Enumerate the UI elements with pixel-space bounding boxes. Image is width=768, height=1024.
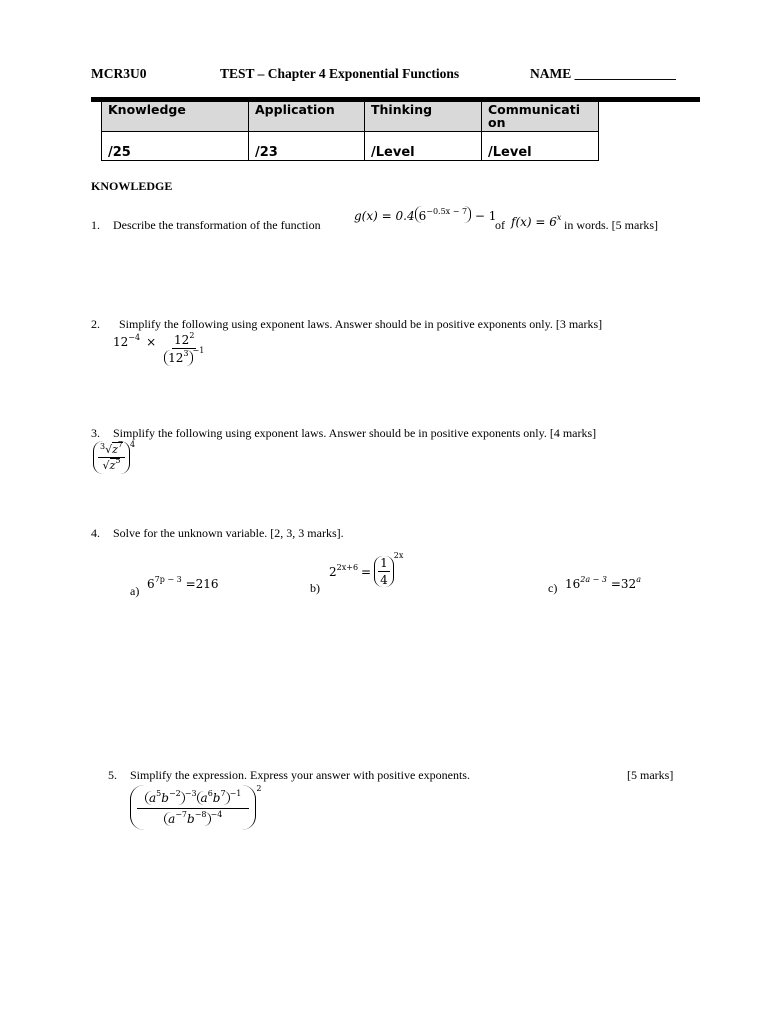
header-knowledge: Knowledge — [102, 102, 249, 132]
score-knowledge[interactable]: /25 — [102, 132, 249, 161]
score-communication[interactable]: /Level — [482, 132, 599, 161]
q1-g-function: g(x) = 0.4 $6^{-0.5x - 7} - 1$ — [354, 207, 497, 223]
q5-expression: $\frac{a^5b^{-2} ^{-3} a^6b^7 ^{-1}}{a^{-7}b^{-8} ^{-4}}$ 2 — [130, 785, 261, 830]
name-field[interactable]: NAME _______________ — [530, 66, 676, 81]
section-title: KNOWLEDGE — [91, 179, 173, 193]
q5-number: 5. — [108, 768, 117, 782]
score-application[interactable]: /23 — [249, 132, 365, 161]
score-thinking[interactable]: /Level — [365, 132, 482, 161]
q2-expression: $12^{-4}$ × $\frac{12^2}{12^3 ^{-1}}$ — [113, 331, 205, 365]
header-application: Application — [249, 102, 365, 132]
q1-number: 1. — [91, 218, 100, 232]
q1-of: of — [495, 218, 505, 232]
q1-f-function: $f(x) = 6^x$ — [511, 213, 562, 229]
test-title: TEST – Chapter 4 Exponential Functions — [220, 66, 460, 81]
q4-number: 4. — [91, 526, 100, 540]
q4a-label: a) — [130, 584, 140, 598]
q4b-equation: $2^{2x+6}$ = $\frac{1}{4}$ 2x — [329, 551, 404, 587]
q4c-equation: $16^{2a - 3} =32^a$ — [565, 575, 641, 591]
q5-marks: [5 marks] — [627, 768, 674, 782]
q3-number: 3. — [91, 426, 100, 440]
header-thinking: Thinking — [365, 102, 482, 132]
q5-text: Simplify the expression. Express your answer with positive exponents. — [130, 768, 470, 782]
q4c-label: c) — [548, 581, 558, 595]
q1-text: Describe the transformation of the function — [113, 218, 321, 232]
q4b-label: b) — [310, 581, 320, 595]
q1-marks: in words. [5 marks] — [564, 218, 658, 232]
score-table — [101, 101, 599, 161]
q2-number: 2. — [91, 317, 100, 331]
q3-expression: $\frac{^3√z^7}{√z^5}$ 4 — [93, 441, 135, 474]
course-code: MCR3U0 — [91, 66, 147, 81]
q4-text: Solve for the unknown variable. [2, 3, 3 marks]. — [113, 526, 344, 540]
q3-text: Simplify the following using exponent laws. Answer should be in positive exponents only. [4 marks] — [113, 426, 597, 440]
q4a-equation: $6^{7p - 3} =216$ — [147, 575, 219, 591]
q2-text: Simplify the following using exponent laws. Answer should be in positive exponents only. [3 marks] — [119, 317, 603, 331]
header-communication: Communicati on — [482, 102, 599, 132]
